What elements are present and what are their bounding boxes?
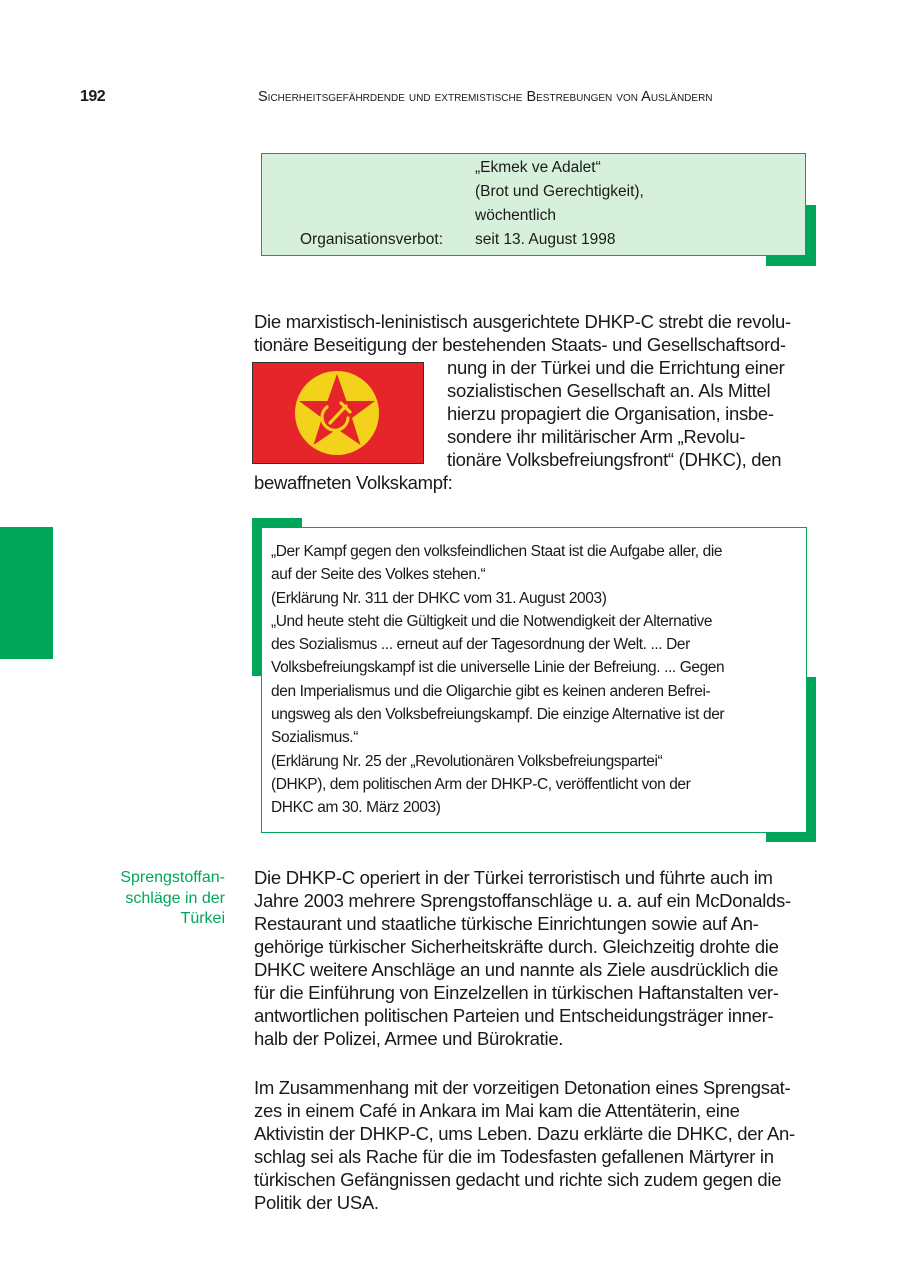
intro-paragraph-bottom: [254, 471, 452, 494]
chapter-tab-marker: [0, 527, 53, 659]
quote-line: „Der Kampf gegen den volksfeindlichen Staat ist die Aufgabe aller, die: [271, 543, 723, 560]
info-line: „Ekmek ve Adalet“: [475, 159, 601, 176]
margin-note-line: Türkei: [180, 910, 225, 927]
text-line: Die DHKP-C operiert in der Türkei terroristisch und führte auch im: [254, 867, 773, 888]
text-line: tionäre Volksbefreiungsfront“ (DHKC), den: [447, 449, 782, 470]
quote-line: Sozialismus.“: [271, 729, 358, 747]
quote-text: [271, 540, 724, 820]
intro-paragraph-top: [254, 310, 791, 356]
intro-paragraph-wrap: [447, 356, 784, 471]
text-line: schlag sei als Rache für die im Todesfasten gefallenen Märtyrer in: [254, 1146, 774, 1167]
quote-line: „Und heute steht die Gültigkeit und die Notwendigkeit der Alternative: [271, 612, 713, 630]
text-line: sondere ihr militärischer Arm „Revolu-: [447, 426, 746, 447]
quote-line: den Imperialismus und die Oligarchie gibt es keinen anderen Befrei-: [271, 682, 711, 700]
quote-line: ungsweg als den Volksbefreiungskampf. Die einzige Alternative ist der: [271, 706, 725, 724]
ban-label: Organisationsverbot:: [300, 231, 444, 248]
quote-line: Volksbefreiungskampf ist die universelle Linie der Befreiung. ... Gegen: [271, 659, 725, 677]
text-line: nung in der Türkei und die Errichtung einer: [447, 357, 785, 378]
margin-note-line: schläge in der: [125, 889, 225, 907]
info-line: wöchentlich: [475, 207, 556, 224]
text-line: für die Einführung von Einzelzellen in türkischen Haftanstalten ver-: [254, 982, 779, 1003]
text-line: Aktivistin der DHKP-C, ums Leben. Dazu erklärte die DHKC, der An-: [254, 1123, 795, 1144]
quote-line: auf der Seite des Volkes stehen.“: [271, 566, 486, 584]
text-line: Die marxistisch-leninistisch ausgerichtete DHKP-C strebt die revolu-: [254, 311, 791, 332]
dhkp-c-flag-image: [252, 362, 424, 464]
publication-details: [475, 156, 795, 252]
attacks-paragraph: [254, 866, 791, 1050]
quote-line: des Sozialismus ... erneut auf der Tagesordnung der Welt. ... Der: [271, 636, 690, 654]
quote-line: (Erklärung Nr. 25 der „Revolutionären Volksbefreiungspartei“: [271, 752, 663, 770]
quote-accent-right: [806, 677, 816, 842]
quote-line: (DHKP), dem politischen Arm der DHKP-C, veröffentlicht von der: [271, 775, 691, 793]
text-line: tionäre Beseitigung der bestehenden Staats- und Gesellschaftsord-: [254, 334, 786, 355]
text-line: Restaurant und staatliche türkische Einrichtungen sowie auf An-: [254, 913, 759, 934]
info-line: seit 13. August 1998: [475, 231, 616, 248]
quote-line: DHKC am 30. März 2003): [271, 799, 441, 817]
text-line: hierzu propagiert die Organisation, insbe-: [447, 403, 774, 424]
info-line: (Brot und Gerechtigkeit),: [475, 183, 644, 200]
quote-box: [261, 527, 807, 833]
text-line: Politik der USA.: [254, 1192, 379, 1213]
quote-line: (Erklärung Nr. 311 der DHKC vom 31. August 2003): [271, 589, 607, 607]
quote-accent-bottom: [766, 832, 816, 842]
text-line: gehörige türkischer Sicherheitskräfte durch. Gleichzeitig drohte die: [254, 936, 779, 957]
flag-emblem-icon: [253, 363, 423, 463]
text-line: DHKC weitere Anschläge an und nannte als Ziele ausdrücklich die: [254, 959, 779, 980]
text-line: halb der Polizei, Armee und Bürokratie.: [254, 1028, 564, 1049]
text-line: antwortlichen politischen Parteien und Entscheidungsträger inner-: [254, 1005, 774, 1026]
running-head: Sicherheitsgefährdende und extremistische Bestrebungen von Ausländern: [258, 89, 713, 105]
text-line: Jahre 2003 mehrere Sprengstoffanschläge u. a. auf ein McDonalds-: [254, 890, 791, 911]
margin-note: [80, 868, 225, 930]
text-line: bewaffneten Volkskampf:: [254, 472, 453, 493]
margin-note-line: Sprengstoffan-: [120, 869, 225, 886]
text-line: sozialistischen Gesellschaft an. Als Mittel: [447, 380, 771, 401]
text-line: zes in einem Café in Ankara im Mai kam die Attentäterin, eine: [254, 1100, 740, 1121]
text-line: Im Zusammenhang mit der vorzeitigen Detonation eines Sprengsat-: [254, 1077, 791, 1098]
ankara-paragraph: [254, 1076, 795, 1214]
text-line: türkischen Gefängnissen gedacht und richte sich zudem gegen die: [254, 1169, 782, 1190]
page-number: 192: [80, 88, 106, 105]
publication-info-box: [261, 153, 806, 256]
